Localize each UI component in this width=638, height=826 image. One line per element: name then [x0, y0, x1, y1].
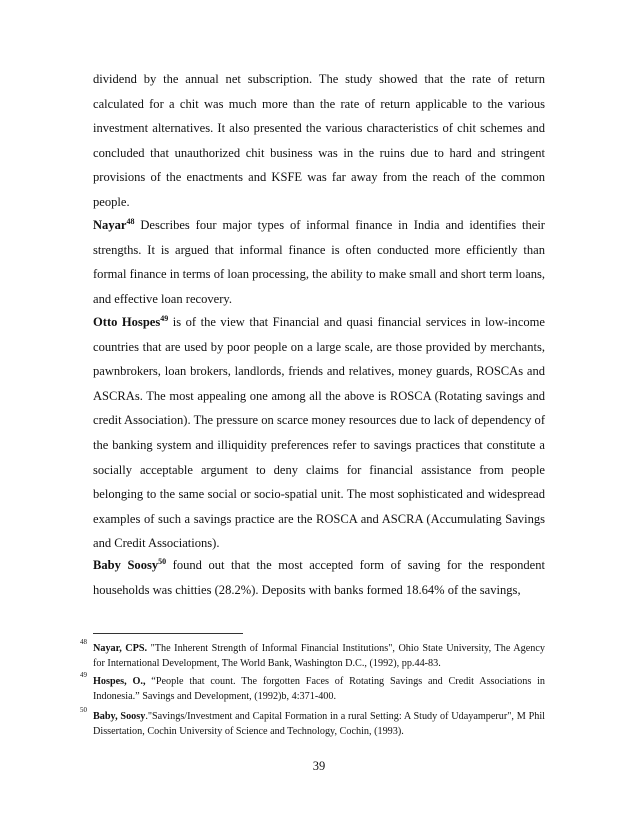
footnote: [80, 706, 545, 740]
footnote-author: Hospes, O.,: [93, 676, 146, 687]
footnote-body: [93, 674, 545, 705]
footnote-author: Nayar, CPS.: [93, 643, 148, 654]
footnote-body: [93, 709, 545, 740]
paragraph-text: is of the view that Financial and quasi financial services in low-income countries that are used by poor people on a large scale, are those provided by merchants, pawnbrokers, loan brokers, landlords, friends and relatives, money guards, ROSCAs and ASCRAs. The most appealing one among all the above is ROSCA (Rotating savings and credit Association). The pressure on scarce money resources due to lack of dependency of the banking system and illiquidity preferences refer to savings practices that constitute a socially acceptable argument to deny claims for financial assistance from people belonging to the same social or socio-spatial unit. The most sophisticated and widespread examples of such a savings practice are the ROSCA and ASCRA (Accumulating Savings and Credit Associations).: [93, 315, 545, 551]
footnote-divider: [93, 633, 243, 634]
page-number: 39: [312, 759, 326, 773]
paragraph-text: dividend by the annual net subscription. The study showed that the rate of return calculated for a chit was much more than the rate of return applicable to the various investment alternatives. It also presented the various characteristics of chit schemes and concluded that unauthorized chit business was in the ruins due to hard and stringent provisions of the enactments and KSFE was far away from the reach of the common people.: [93, 72, 545, 209]
author-name: Nayar: [93, 218, 127, 232]
footnote-ref[interactable]: 49: [160, 313, 169, 323]
paragraph-otto-hospes: [93, 310, 545, 556]
footnote-mark: 49: [80, 671, 87, 679]
paragraph-nayar: [93, 213, 545, 311]
footnote: [80, 671, 545, 705]
author-name: Otto Hospes: [93, 315, 161, 329]
paragraph-text: found out that the most accepted form of saving for the respondent households was chitties (28.2%). Deposits with banks formed 18.64% of the savings,: [93, 558, 545, 597]
paragraph-baby-soosy: [93, 553, 545, 602]
paragraph-chit-study: [93, 67, 545, 215]
footnote-text: "The Inherent Strength of Informal Financial Institutions", Ohio State University, The Agency for International Development, The World Bank, Washington D.C., (1992), pp.44-83.: [93, 643, 545, 670]
footnote-mark: 48: [80, 638, 87, 646]
author-name: Baby Soosy: [93, 558, 159, 572]
footnote-text: “People that count. The forgotten Faces of Rotating Savings and Credit Associations in Indonesia.” Savings and Development, (1992)b, 4:371-400.: [93, 676, 545, 703]
footnote: [80, 638, 545, 672]
footnote-author: Baby, Soosy: [93, 711, 146, 722]
footnote-ref[interactable]: 48: [126, 216, 135, 226]
footnote-ref[interactable]: 50: [158, 556, 167, 566]
footnote-text: ."Savings/Investment and Capital Formation in a rural Setting: A Study of Udayamperur", M Phil Dissertation, Cochin University of Science and Technology, Cochin, (1993).: [93, 711, 545, 738]
paragraph-text: Describes four major types of informal finance in India and identifies their strengths. It is argued that informal finance is often conducted more efficiently than formal finance in terms of loan processing, the ability to make small and short term loans, and effective loan recovery.: [93, 218, 545, 306]
footnote-body: [93, 641, 545, 672]
footnote-mark: 50: [80, 706, 87, 714]
